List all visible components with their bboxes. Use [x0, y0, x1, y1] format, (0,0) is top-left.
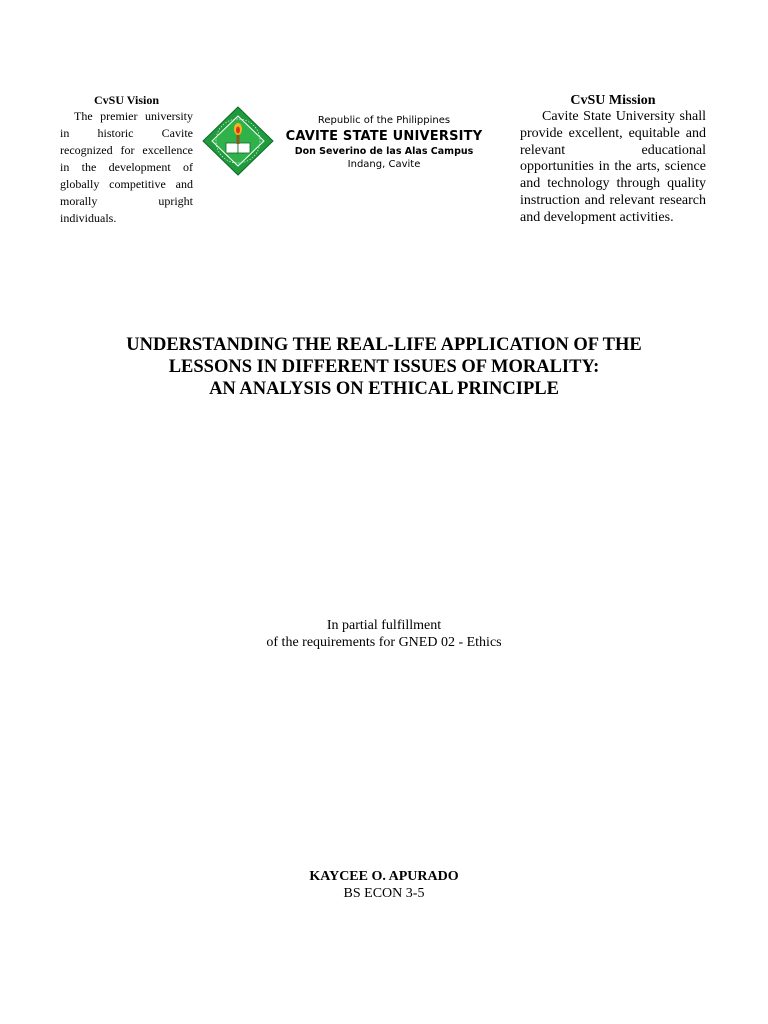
- vision-text: The premier university in historic Cavite recognized for excellence in the development of globally competitive and morally upright individuals.: [60, 109, 193, 225]
- seal-book-left: [226, 143, 238, 153]
- campus-location: Indang, Cavite: [347, 159, 421, 170]
- document-title: [60, 334, 708, 400]
- title-line-2: LESSONS IN DIFFERENT ISSUES OF MORALITY:: [168, 357, 600, 377]
- vision-heading: CvSU Vision: [93, 93, 160, 107]
- vision-box: [60, 92, 193, 225]
- title-line-3: AN ANALYSIS ON ETHICAL PRINCIPLE: [209, 379, 559, 399]
- mission-text: Cavite State University shall provide excellent, equitable and relevant educational opportunities in the arts, science and technology through quality instruction and relevant research and development activities.: [520, 109, 706, 225]
- author-name: KAYCEE O. APURADO: [309, 869, 459, 884]
- republic-label: Republic of the Philippines: [317, 115, 451, 126]
- author-section: BS ECON 3-5: [343, 886, 425, 901]
- title-line-1: UNDERSTANDING THE REAL-LIFE APPLICATION OF THE: [126, 335, 642, 355]
- mission-heading: CvSU Mission: [570, 93, 656, 108]
- letterhead: [0, 0, 768, 225]
- mission-box: [520, 92, 706, 225]
- university-name-block: [278, 114, 490, 172]
- seal-book-right: [238, 143, 250, 153]
- fulfillment-statement: [60, 617, 708, 651]
- author-block: [60, 868, 708, 902]
- fulfillment-line-1: In partial fulfillment: [326, 618, 442, 633]
- university-name: CAVITE STATE UNIVERSITY: [285, 129, 483, 144]
- university-seal-icon: [202, 106, 274, 176]
- campus-name: Don Severino de las Alas Campus: [294, 146, 474, 157]
- fulfillment-line-2: of the requirements for GNED 02 - Ethics: [266, 635, 502, 650]
